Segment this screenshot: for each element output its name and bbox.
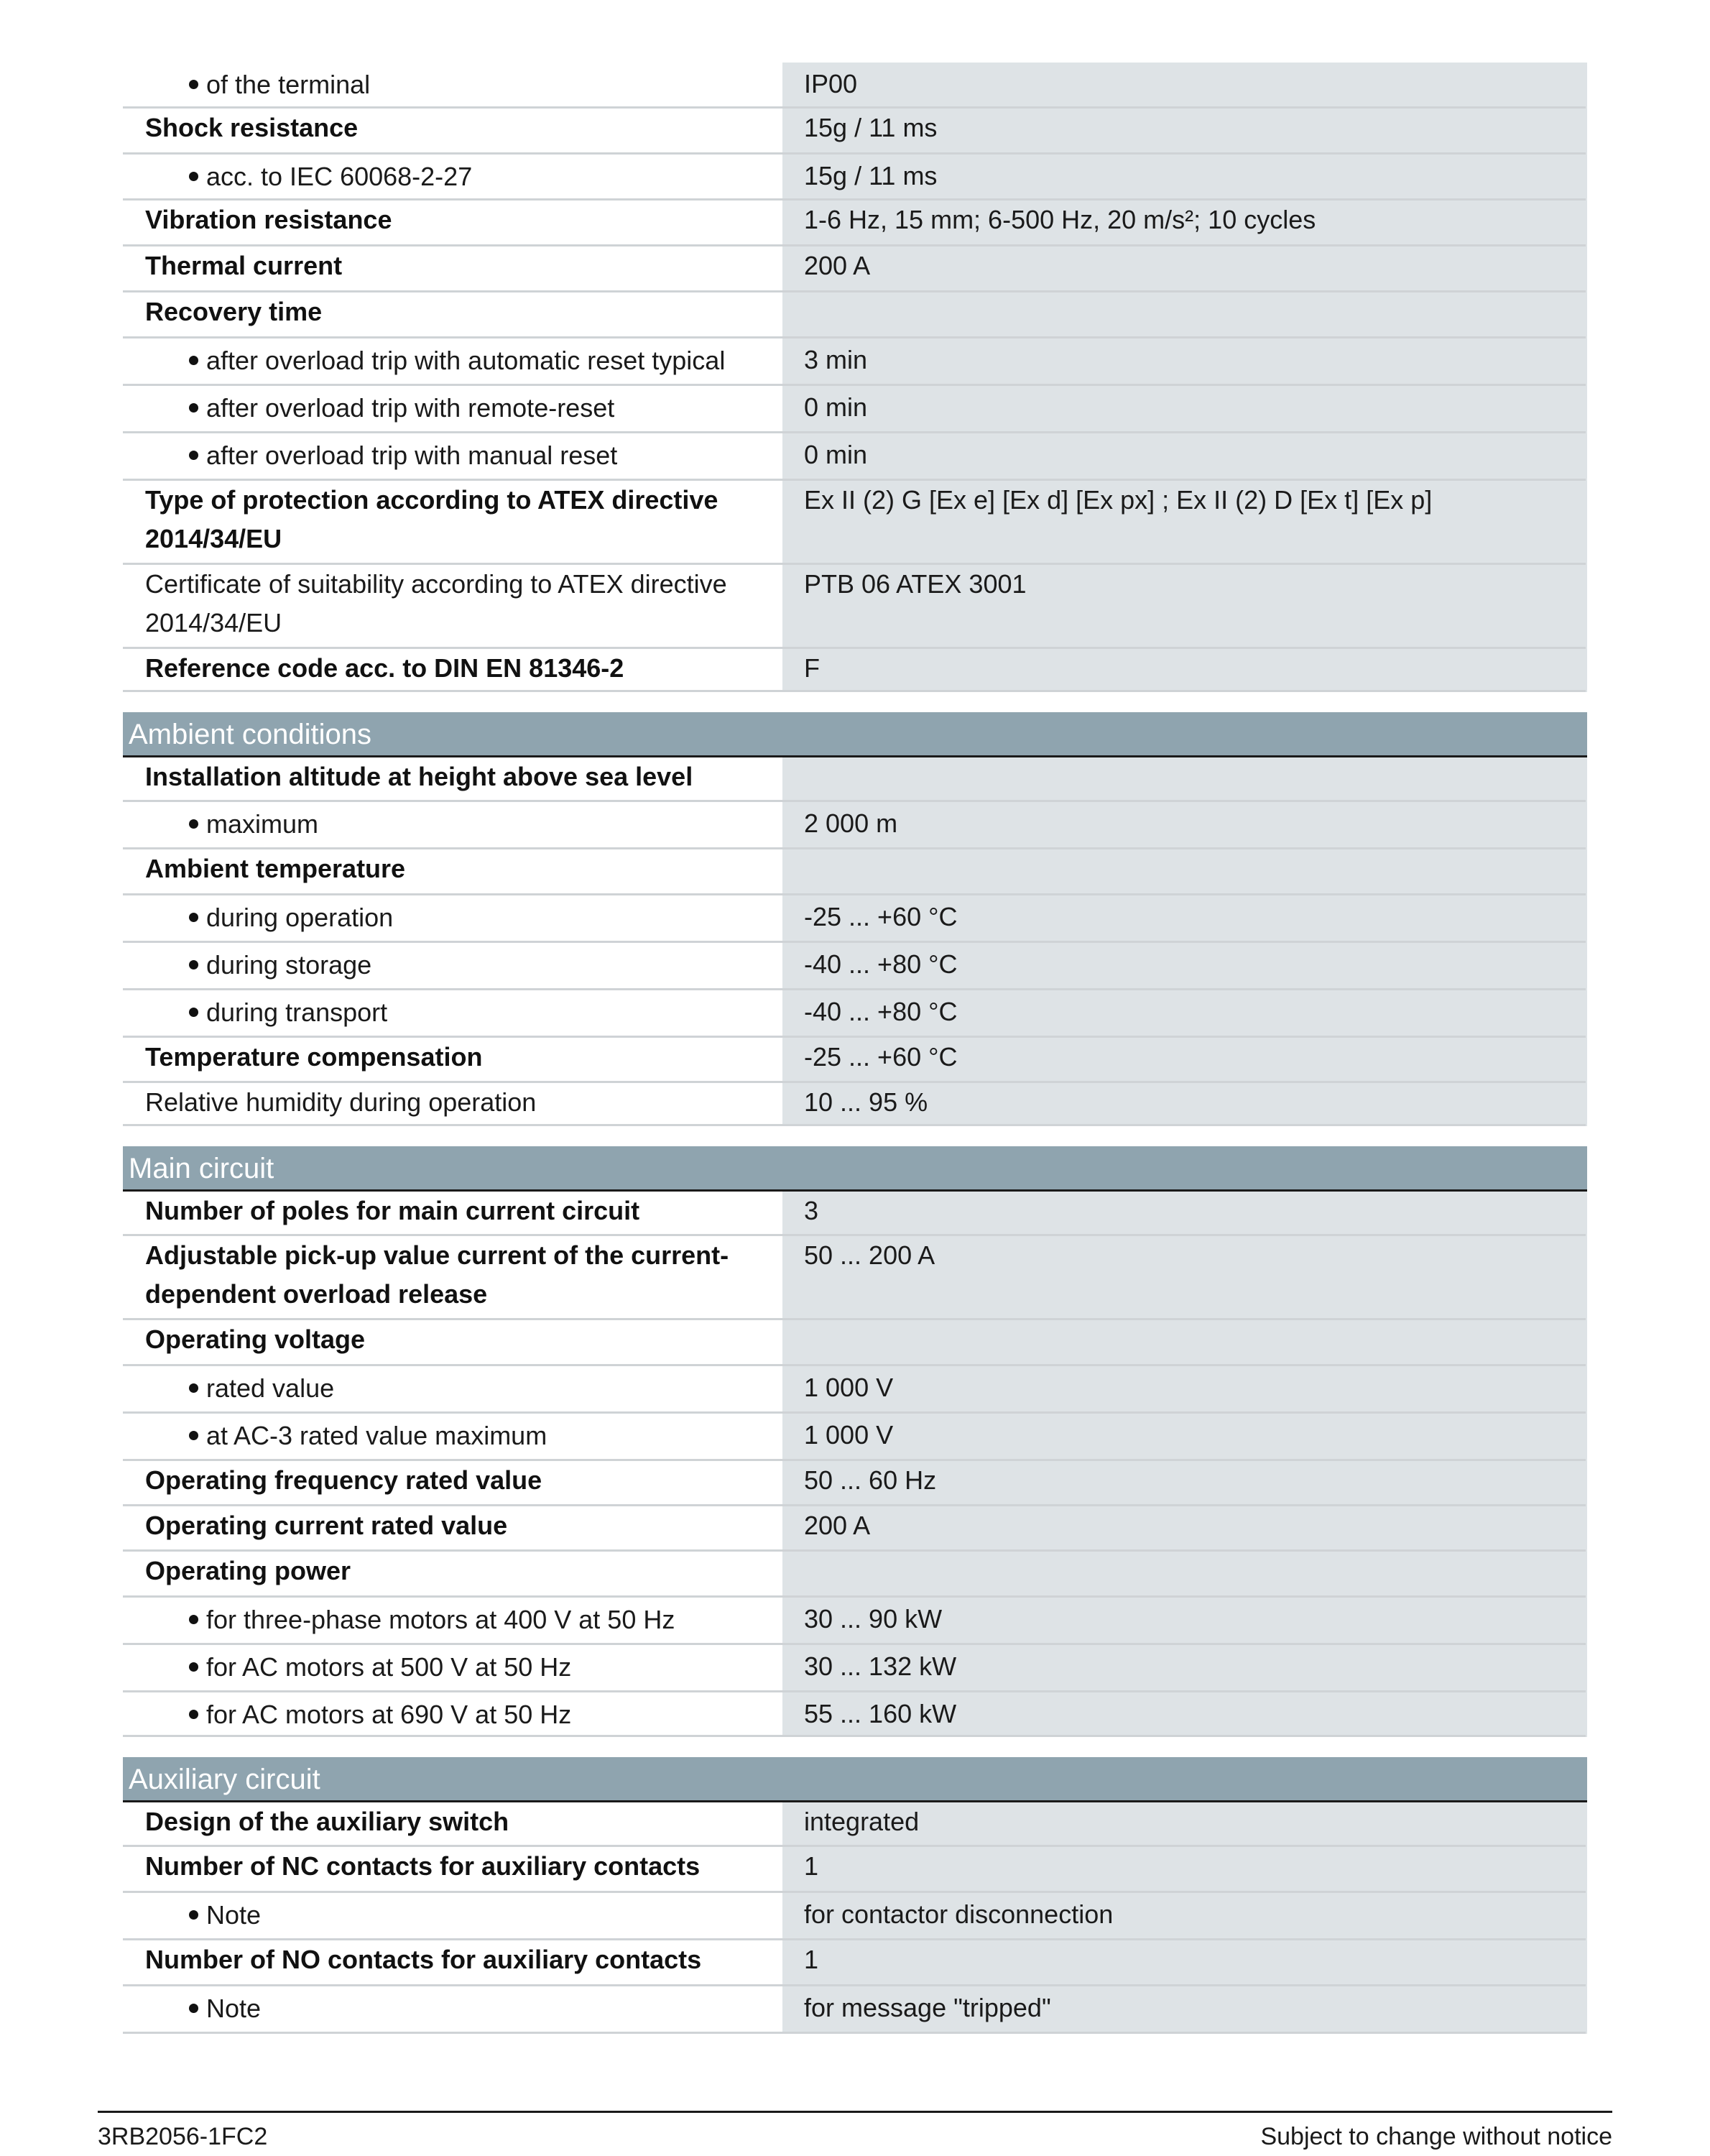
table-row <box>123 201 1587 247</box>
row-value: 1 <box>782 1847 1587 1893</box>
table-row <box>123 386 1587 433</box>
row-label: Operating voltage <box>145 1325 366 1354</box>
row-label: for AC motors at 690 V at 50 Hz <box>123 1692 782 1737</box>
table-row <box>123 1645 1587 1692</box>
table-row <box>123 338 1587 386</box>
row-label: during operation <box>123 895 782 943</box>
row-value: 0 min <box>782 433 1587 481</box>
row-value: for message "tripped" <box>782 1986 1587 2034</box>
row-value: 1 000 V <box>782 1366 1587 1414</box>
row-label: Note <box>123 1893 782 1940</box>
section-2 <box>123 1146 1587 1737</box>
section-heading: Main circuit <box>123 1146 1587 1192</box>
row-label: Number of NO contacts for auxiliary contacts <box>145 1945 702 1974</box>
section-heading: Ambient conditions <box>123 712 1587 757</box>
table-row <box>123 433 1587 481</box>
row-value: -40 ... +80 °C <box>782 943 1587 990</box>
row-value: 30 ... 90 kW <box>782 1598 1587 1645</box>
table-row <box>123 481 1587 565</box>
table-row <box>123 895 1587 943</box>
table-row <box>123 802 1587 849</box>
row-value <box>782 292 1587 338</box>
table-row <box>123 1847 1587 1893</box>
row-label: after overload trip with remote-reset <box>123 386 782 433</box>
row-label: Temperature compensation <box>145 1042 483 1072</box>
row-value: 15g / 11 ms <box>782 155 1587 201</box>
row-value: 200 A <box>782 1506 1587 1552</box>
row-label: Number of NC contacts for auxiliary contacts <box>145 1851 701 1881</box>
row-value: 2 000 m <box>782 802 1587 849</box>
row-value: 3 min <box>782 338 1587 386</box>
table-row <box>123 1320 1587 1366</box>
row-label: Design of the auxiliary switch <box>145 1807 509 1836</box>
page-footer <box>98 2111 1612 2156</box>
row-label: for three-phase motors at 400 V at 50 Hz <box>123 1598 782 1645</box>
row-label: after overload trip with manual reset <box>123 433 782 481</box>
table-row <box>123 1461 1587 1506</box>
row-label: after overload trip with automatic reset typical <box>123 338 782 386</box>
row-value: 200 A <box>782 247 1587 292</box>
row-label: during storage <box>123 943 782 990</box>
row-label: Shock resistance <box>145 113 359 142</box>
row-label: Reference code acc. to DIN EN 81346-2 <box>145 653 624 683</box>
row-value: 15g / 11 ms <box>782 109 1587 155</box>
row-value: for contactor disconnection <box>782 1893 1587 1940</box>
row-value: Ex II (2) G [Ex e] [Ex d] [Ex px] ; Ex II (2) D [Ex t] [Ex p] <box>782 481 1587 565</box>
row-label: rated value <box>123 1366 782 1414</box>
table-row <box>123 1552 1587 1598</box>
table-row <box>123 1893 1587 1940</box>
footer-disclaimer: Subject to change without notice <box>1260 2123 1612 2150</box>
datasheet-table <box>123 63 1587 2034</box>
row-value: 1-6 Hz, 15 mm; 6-500 Hz, 20 m/s²; 10 cycles <box>782 201 1587 247</box>
row-label: Thermal current <box>145 251 343 280</box>
section-0 <box>123 63 1587 692</box>
row-label: Adjustable pick-up value current of the current-dependent overload release <box>145 1240 729 1309</box>
table-row <box>123 247 1587 292</box>
row-label: Operating current rated value <box>145 1511 508 1540</box>
table-row <box>123 943 1587 990</box>
row-label: Note <box>123 1986 782 2034</box>
row-label: Recovery time <box>145 297 323 326</box>
row-label: Operating power <box>145 1556 351 1585</box>
table-row <box>123 292 1587 338</box>
row-label: Type of protection according to ATEX directive 2014/34/EU <box>145 485 718 553</box>
table-row <box>123 1414 1587 1461</box>
table-row <box>123 849 1587 895</box>
row-value: -40 ... +80 °C <box>782 990 1587 1038</box>
table-row <box>123 1366 1587 1414</box>
row-value <box>782 1320 1587 1366</box>
row-value: IP00 <box>782 63 1587 109</box>
row-label: during transport <box>123 990 782 1038</box>
row-value: 1 000 V <box>782 1414 1587 1461</box>
row-label: Relative humidity during operation <box>145 1087 537 1117</box>
table-row <box>123 155 1587 201</box>
row-label: maximum <box>123 802 782 849</box>
table-row <box>123 1940 1587 1986</box>
table-row <box>123 1506 1587 1552</box>
row-value: 0 min <box>782 386 1587 433</box>
row-value <box>782 757 1587 802</box>
row-label: Ambient temperature <box>145 854 406 883</box>
row-value: -25 ... +60 °C <box>782 895 1587 943</box>
row-value: 3 <box>782 1192 1587 1236</box>
row-value: 30 ... 132 kW <box>782 1645 1587 1692</box>
table-row <box>123 990 1587 1038</box>
table-row <box>123 565 1587 649</box>
row-value: PTB 06 ATEX 3001 <box>782 565 1587 649</box>
table-row <box>123 1802 1587 1847</box>
table-row <box>123 1236 1587 1320</box>
table-row <box>123 1692 1587 1737</box>
row-value: integrated <box>782 1802 1587 1847</box>
table-row <box>123 1192 1587 1236</box>
row-label: for AC motors at 500 V at 50 Hz <box>123 1645 782 1692</box>
row-value: F <box>782 649 1587 692</box>
table-row <box>123 109 1587 155</box>
row-label: Vibration resistance <box>145 205 392 234</box>
row-label: of the terminal <box>123 63 782 109</box>
footer-article-number: 3RB2056-1FC2 <box>98 2123 268 2150</box>
table-row <box>123 649 1587 692</box>
table-row <box>123 757 1587 802</box>
row-value <box>782 1552 1587 1598</box>
table-row <box>123 63 1587 109</box>
row-value <box>782 849 1587 895</box>
row-label: Installation altitude at height above sea level <box>145 762 693 791</box>
table-row <box>123 1598 1587 1645</box>
row-value: 50 ... 60 Hz <box>782 1461 1587 1506</box>
table-row <box>123 1083 1587 1126</box>
row-value: 55 ... 160 kW <box>782 1692 1587 1737</box>
row-label: acc. to IEC 60068-2-27 <box>123 155 782 201</box>
row-label: Number of poles for main current circuit <box>145 1196 640 1225</box>
row-value: 1 <box>782 1940 1587 1986</box>
row-label: Operating frequency rated value <box>145 1465 542 1495</box>
row-value: 10 ... 95 % <box>782 1083 1587 1126</box>
table-row <box>123 1038 1587 1083</box>
row-label: Certificate of suitability according to ATEX directive 2014/34/EU <box>145 569 727 637</box>
row-value: 50 ... 200 A <box>782 1236 1587 1320</box>
row-label: at AC-3 rated value maximum <box>123 1414 782 1461</box>
section-1 <box>123 712 1587 1126</box>
section-3 <box>123 1757 1587 2034</box>
section-heading: Auxiliary circuit <box>123 1757 1587 1802</box>
row-value: -25 ... +60 °C <box>782 1038 1587 1083</box>
table-row <box>123 1986 1587 2034</box>
